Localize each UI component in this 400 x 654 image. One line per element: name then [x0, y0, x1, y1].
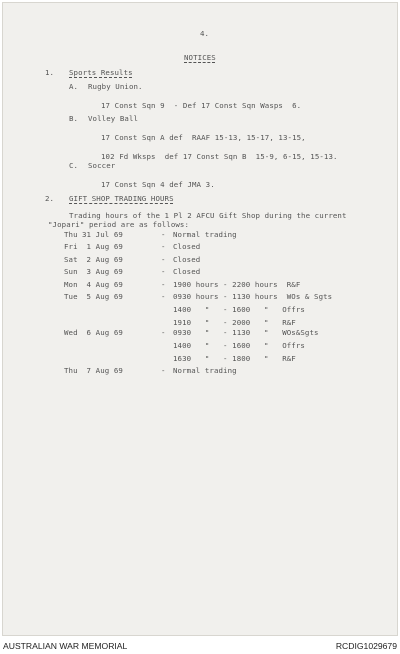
item-letter: C.: [69, 161, 79, 170]
schedule-dash: -: [161, 242, 166, 251]
section-number: 2.: [45, 194, 55, 203]
section-title: Sports Results: [69, 68, 133, 77]
schedule-date: 31 Jul 69: [82, 230, 123, 239]
schedule-hours: 1400 " - 1600 " Offrs: [173, 305, 305, 314]
result-line: 17 Const Sqn 4 def JMA 3.: [101, 180, 215, 189]
footer-bar: [0, 637, 400, 654]
item-label: Rugby Union.: [88, 82, 143, 91]
schedule-date: 5 Aug 69: [82, 292, 123, 301]
section-title: GIFT SHOP TRADING HOURS: [69, 194, 174, 203]
schedule-hours: 1900 hours - 2200 hours R&F: [173, 280, 301, 289]
schedule-hours: Closed: [173, 255, 201, 264]
item-letter: A.: [69, 82, 79, 91]
schedule-day: Sat: [64, 255, 78, 264]
schedule-hours: Closed: [173, 242, 201, 251]
schedule-day: Fri: [64, 242, 78, 251]
item-label: Soccer: [88, 161, 116, 170]
schedule-hours: 1910 " - 2000 " R&F: [173, 318, 296, 327]
item-letter: B.: [69, 114, 79, 123]
schedule-date: 2 Aug 69: [82, 255, 123, 264]
schedule-hours: 0930 hours - 1130 hours WOs & Sgts: [173, 292, 333, 301]
notices-heading: NOTICES: [184, 53, 216, 62]
footer-institution: AUSTRALIAN WAR MEMORIAL: [3, 641, 128, 651]
intro-line: Trading hours of the 1 Pl 2 AFCU Gift Shop during the current: [69, 211, 347, 220]
schedule-dash: -: [161, 267, 166, 276]
schedule-dash: -: [161, 280, 166, 289]
schedule-hours: Closed: [173, 267, 201, 276]
footer-record-id: RCDIG1029679: [335, 641, 397, 651]
schedule-hours: Normal trading: [173, 230, 237, 239]
result-line: 102 Fd Wksps def 17 Const Sqn B 15-9, 6-15, 15-13.: [101, 152, 338, 161]
schedule-day: Sun: [64, 267, 78, 276]
schedule-hours: 1630 " - 1800 " R&F: [173, 354, 296, 363]
result-line: 17 Const Sqn 9 - Def 17 Const Sqn Wasps 6.: [101, 101, 302, 110]
schedule-dash: -: [161, 328, 166, 337]
section-number: 1.: [45, 68, 55, 77]
schedule-day: Thu: [64, 230, 78, 239]
schedule-day: Wed: [64, 328, 78, 337]
schedule-day: Mon: [64, 280, 78, 289]
item-label: Volley Ball: [88, 114, 139, 123]
page-number: 4.: [200, 29, 210, 38]
schedule-day: Thu: [64, 366, 78, 375]
schedule-date: 4 Aug 69: [82, 280, 123, 289]
schedule-day: Tue: [64, 292, 78, 301]
schedule-dash: -: [161, 255, 166, 264]
schedule-dash: -: [161, 366, 166, 375]
schedule-date: 1 Aug 69: [82, 242, 123, 251]
schedule-dash: -: [161, 292, 166, 301]
schedule-date: 3 Aug 69: [82, 267, 123, 276]
schedule-dash: -: [161, 230, 166, 239]
schedule-hours: 0930 " - 1130 " WOs&Sgts: [173, 328, 319, 337]
schedule-hours: 1400 " - 1600 " Offrs: [173, 341, 305, 350]
intro-line: "Jopari" period are as follows:: [48, 220, 190, 229]
schedule-date: 6 Aug 69: [82, 328, 123, 337]
result-line: 17 Const Sqn A def RAAF 15-13, 15-17, 13-15,: [101, 133, 306, 142]
schedule-date: 7 Aug 69: [82, 366, 123, 375]
schedule-hours: Normal trading: [173, 366, 237, 375]
